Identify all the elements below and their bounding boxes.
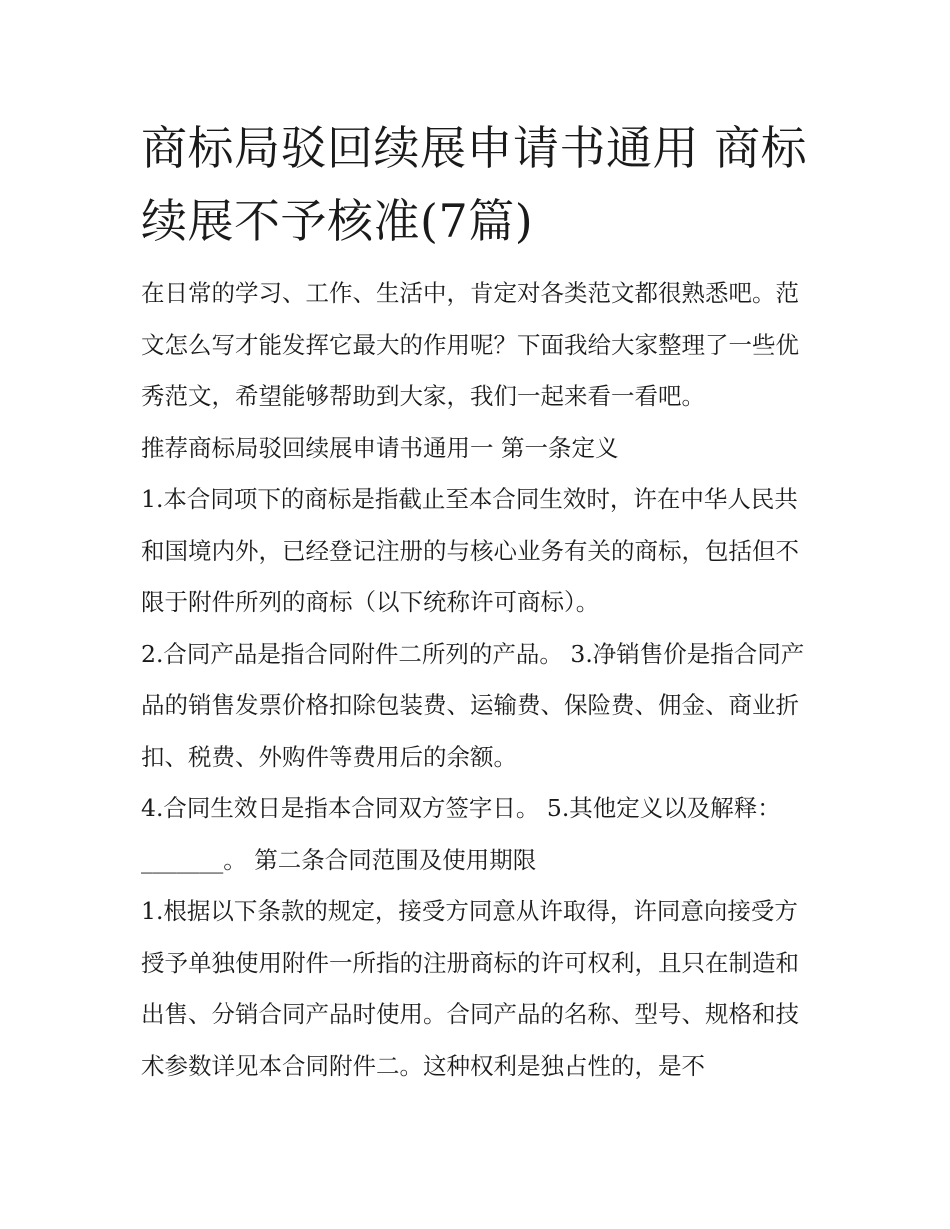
clause-paragraph: 1.本合同项下的商标是指截止至本合同生效时，许在中华人民共和国境内外，已经登记注册的与核心业务有关的商标，包括但不限于附件所列的商标（以下统称许可商标）。	[141, 485, 799, 616]
clause-paragraph: 1.根据以下条款的规定，接受方同意从许取得，许同意向接受方授予单独使用附件一所指的注册商标的许可权利，且只在制造和出售、分销合同产品时使用。合同产品的名称、型号、规格和技术参数详见本合同附件二。这种权利是独占性的，是不	[141, 897, 799, 1080]
document-title: 商标局驳回续展申请书通用 商标续展不予核准(7篇)	[141, 121, 808, 248]
document-content	[141, 112, 821, 1092]
clause-paragraph: 2.合同产品是指合同附件二所列的产品。 3.净销售价是指合同产品的销售发票价格扣除包装费、运输费、保险费、佣金、商业折扣、税费、外购件等费用后的余额。	[141, 639, 805, 771]
clause-paragraph: 4.合同生效日是指本合同双方签字日。 5.其他定义以及解释：_______。 第二条合同范围及使用期限	[141, 794, 781, 874]
document-body	[141, 268, 821, 1092]
intro-paragraph: 在日常的学习、工作、生活中，肯定对各类范文都很熟悉吧。范文怎么写才能发挥它最大的作用呢？下面我给大家整理了一些优秀范文，希望能够帮助到大家，我们一起来看一看吧。	[141, 279, 799, 410]
section-heading-definitions: 推荐商标局驳回续展申请书通用一 第一条定义	[141, 433, 619, 462]
